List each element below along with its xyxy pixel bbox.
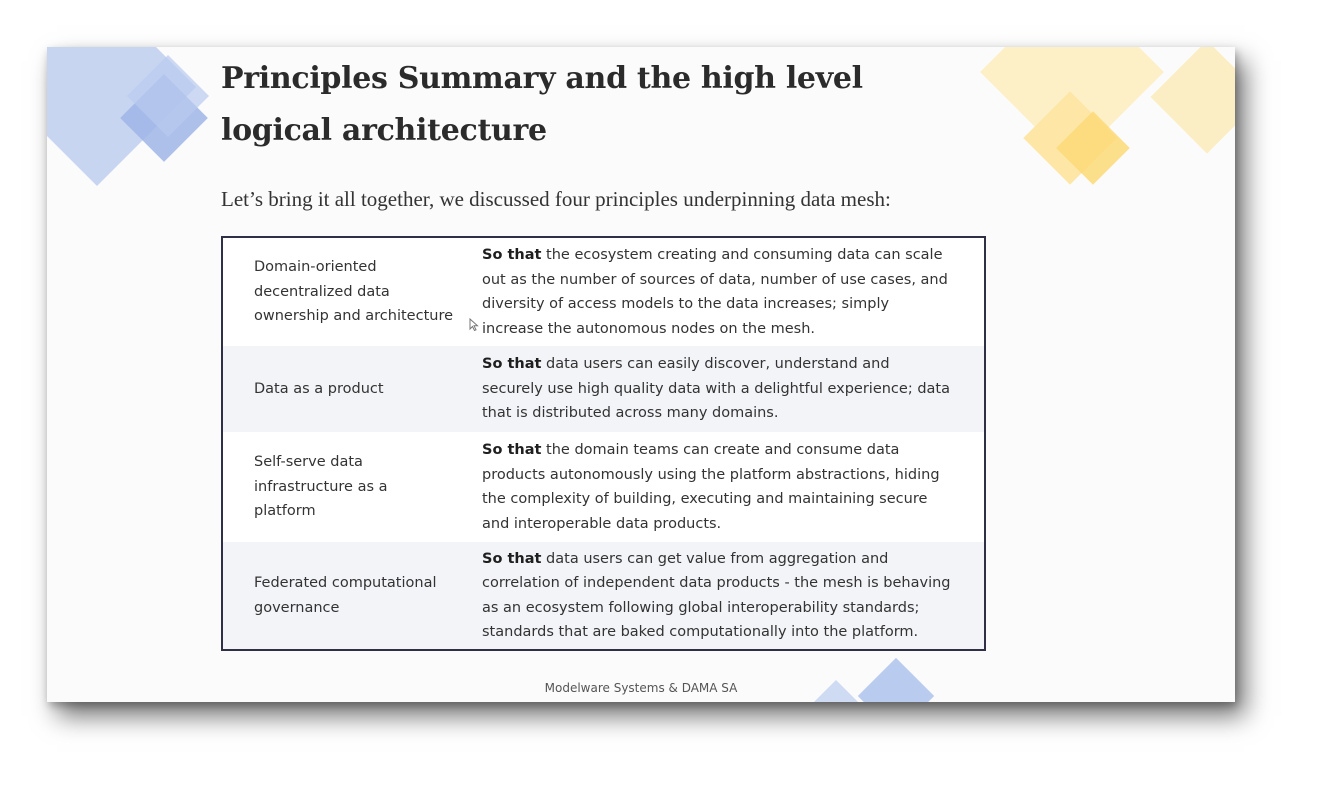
slide — [47, 47, 1235, 702]
so-that-label: So that — [482, 247, 542, 263]
blue-diamond-decoration — [858, 658, 934, 702]
principles-table — [221, 236, 986, 651]
table-row — [223, 432, 984, 542]
so-that-label: So that — [482, 442, 542, 458]
description-text: data users can get value from aggregation and correlation of independent data products - the mesh is behaving as an ecosystem following global interoperability standards; standards that are baked computationally into the platform. — [482, 550, 951, 640]
principle-description — [453, 542, 951, 649]
principle-description — [453, 238, 951, 346]
principle-name: Self-serve data infrastructure as a platform — [254, 454, 388, 520]
principle-description — [453, 346, 951, 432]
description-text: the domain teams can create and consume data products autonomously using the platform abstractions, hiding the complexity of building, executing and maintaining secure and interoperable data products. — [482, 442, 940, 532]
so-that-label: So that — [482, 550, 542, 567]
table-row — [223, 542, 984, 649]
slide-title: Principles Summary and the high level logical architecture — [221, 61, 863, 148]
description-text: data users can easily discover, understand and securely use high quality data with a delightful experience; data that is distributed across many domains. — [482, 356, 950, 422]
yellow-diamond-decoration — [1150, 47, 1235, 154]
intro-text: Let’s bring it all together, we discussed four principles underpinning data mesh: — [221, 187, 891, 211]
principle-name: Data as a product — [254, 380, 384, 397]
principle-description — [453, 432, 951, 542]
table-row — [223, 238, 984, 346]
principle-name: Domain-oriented decentralized data ownership and architecture — [254, 259, 454, 325]
so-that-label: So that — [482, 356, 542, 373]
description-text: the ecosystem creating and consuming data can scale out as the number of sources of data, number of use cases, and diversity of access models to the data increases; simply increase the autonomous nodes on the mesh. — [482, 247, 948, 337]
table-row — [223, 346, 984, 432]
mouse-pointer-icon — [469, 318, 479, 332]
slide-footer: Modelware Systems & DAMA SA — [544, 681, 738, 695]
principle-name: Federated computational governance — [254, 575, 437, 616]
